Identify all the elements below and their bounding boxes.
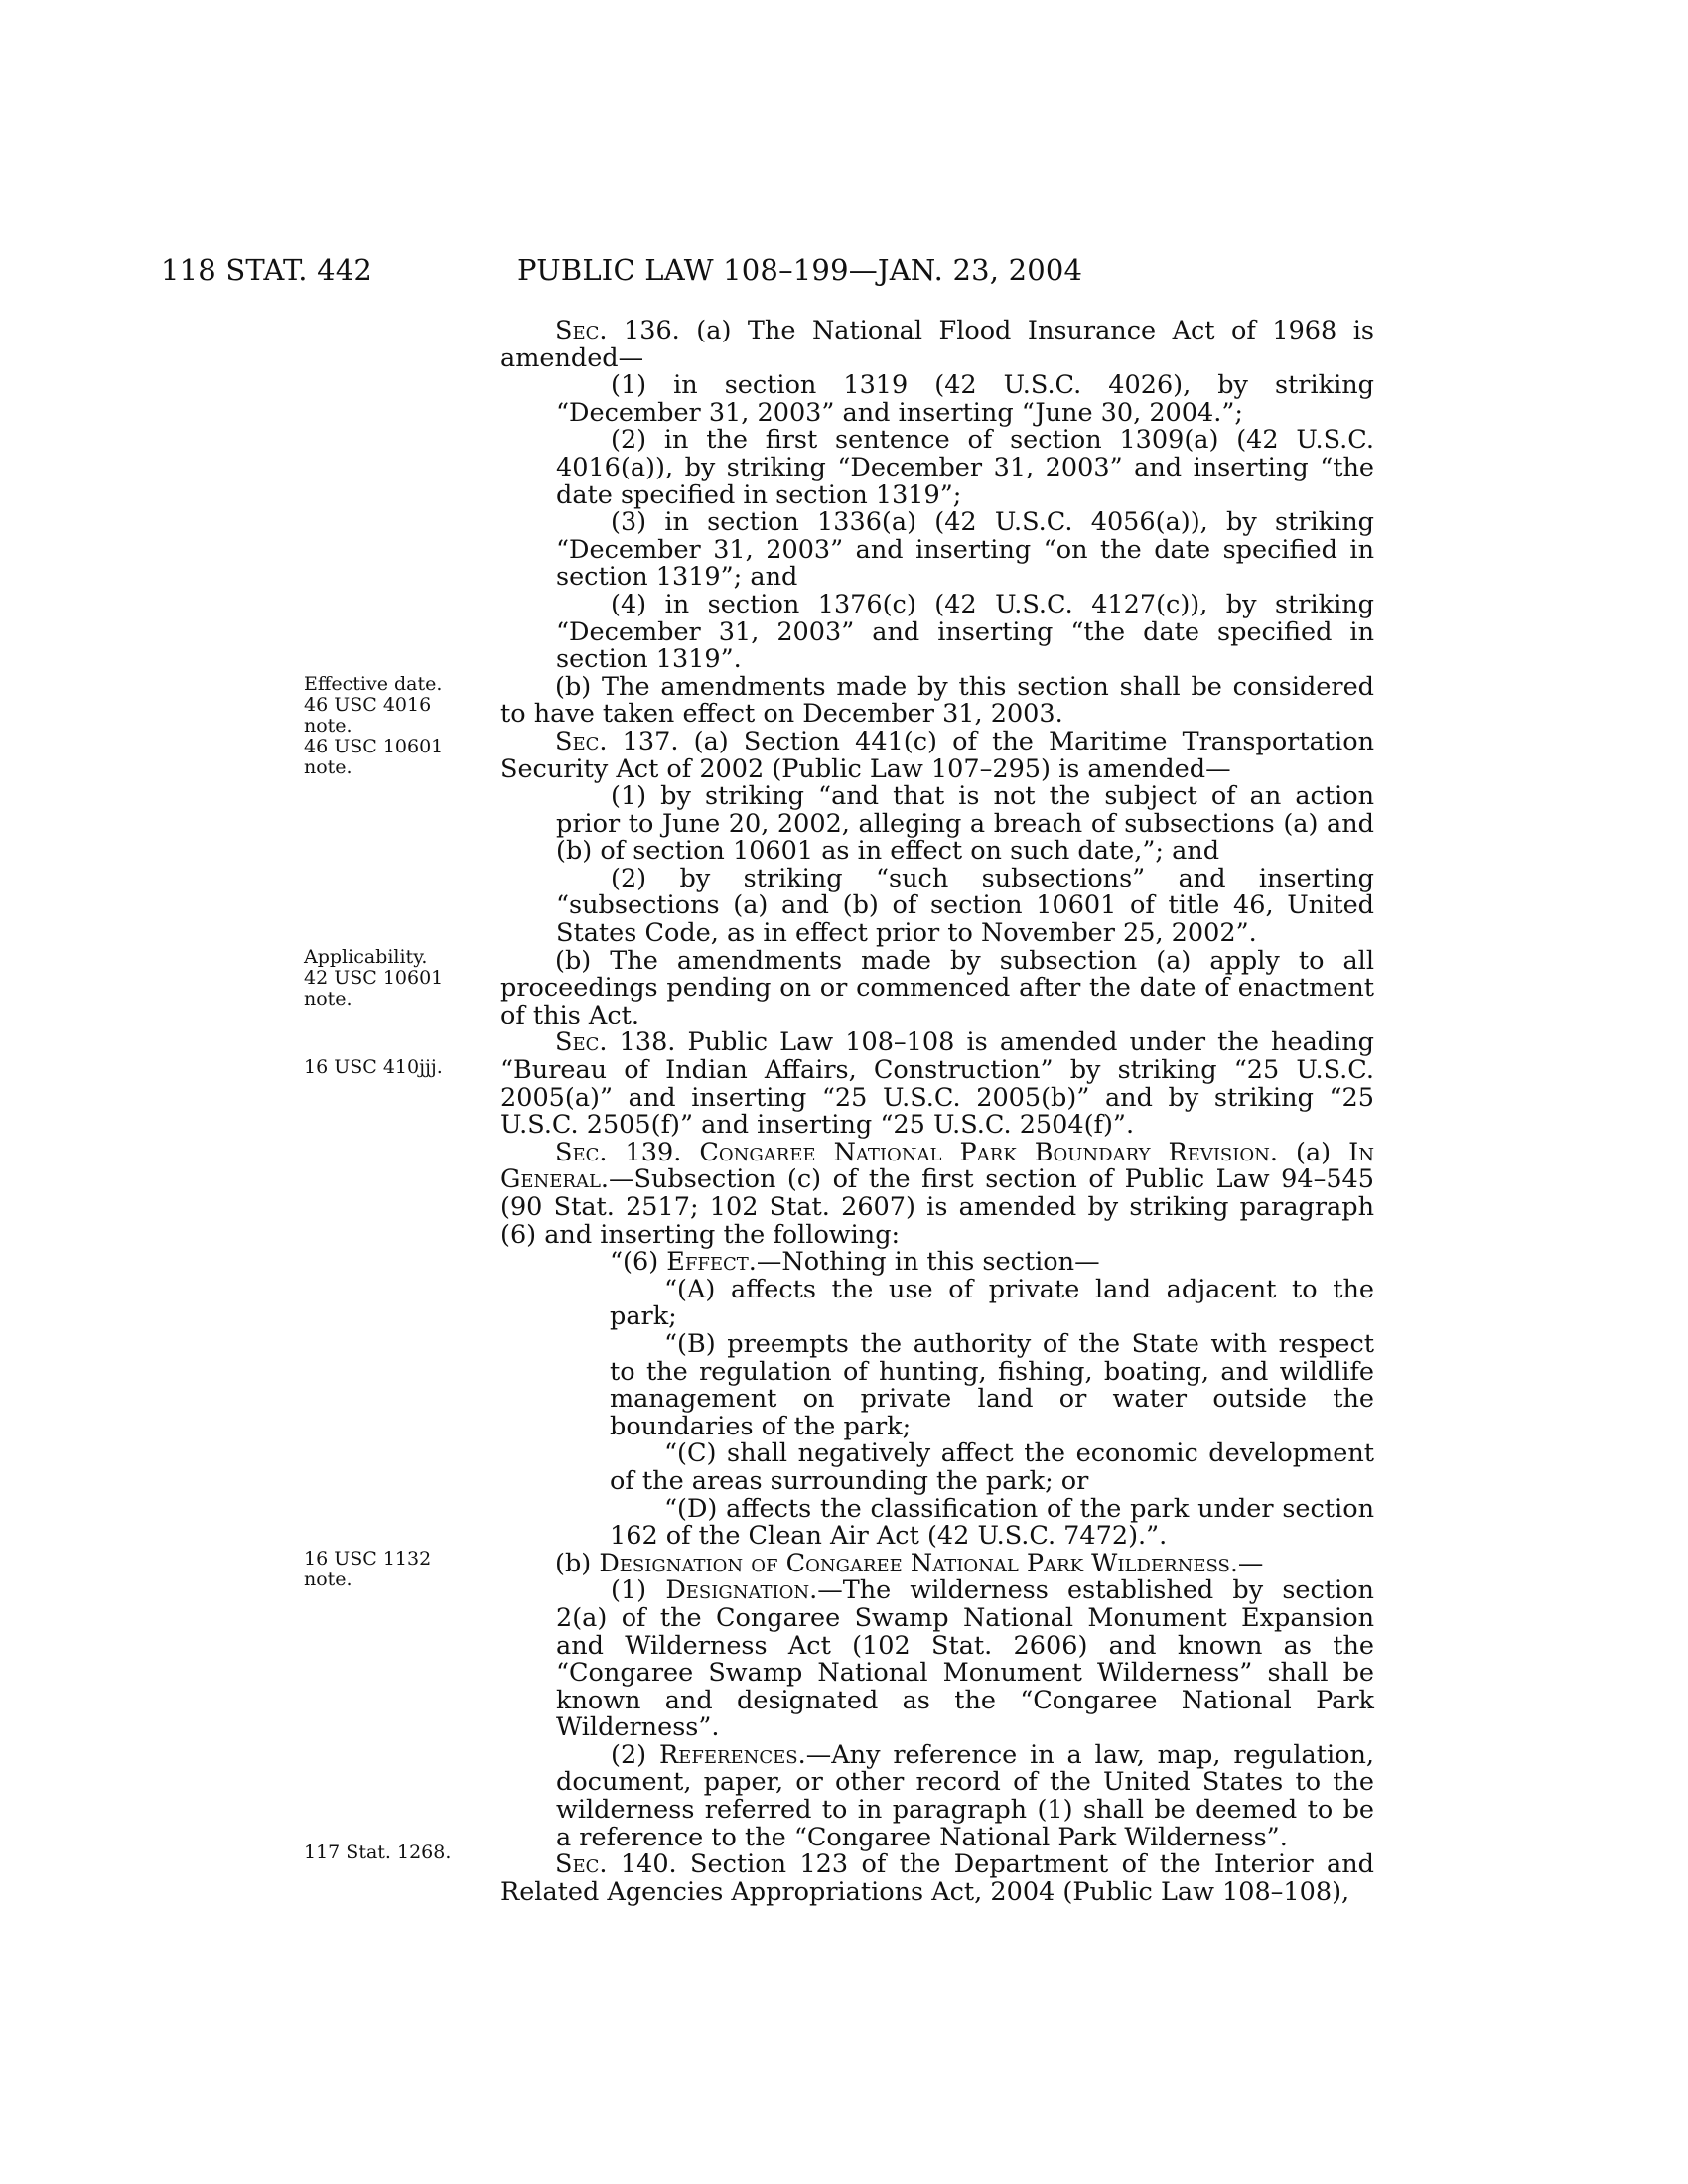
section-136-para-2: (2) in the first sentence of section 1309(a) (42 U.S.C. 4016(a)), by striking “December 31, 2003” and inserting “the date specified in section 1319”; bbox=[556, 425, 1374, 510]
statute-body bbox=[500, 318, 1374, 1906]
margin-note-117stat1268: 117 Stat. 1268. bbox=[304, 1842, 452, 1863]
section-136-subsection-b: (b) The amendments made by this section shall be considered to have taken effect on December 31, 2003. bbox=[500, 671, 1374, 730]
section-136-para-4: (4) in section 1376(c) (42 U.S.C. 4127(c)), by striking “December 31, 2003” and inserting “the date specified in section 1319”. bbox=[556, 589, 1374, 675]
margin-note-effective-date: Effective date. 46 USC 4016 note. 46 USC 10601 note. bbox=[304, 673, 444, 778]
margin-note-16usc1132: 16 USC 1132 note. bbox=[304, 1548, 432, 1590]
section-139-subsection-b: (b) Designation of Congaree National Park Wilderness.— bbox=[555, 1548, 1264, 1578]
section-139-clause-c: “(C) shall negatively affect the economic development of the areas surrounding the park; or bbox=[610, 1438, 1374, 1496]
section-136-para-1: (1) in section 1319 (42 U.S.C. 4026), by striking “December 31, 2003” and inserting “June 30, 2004.”; bbox=[556, 370, 1374, 428]
section-137-subsection-b: (b) The amendments made by subsection (a) apply to all proceedings pending on or commenced after the date of enactment of this Act. bbox=[500, 945, 1374, 1030]
section-139-b-para-1: (1) Designation.—The wilderness established by section 2(a) of the Congaree Swamp National Monument Expansion and Wilderness Act (102 Stat. 2606) and known as the “Congaree Swamp National Monument Wilderness” shall be known and designated as the “Congaree National Park Wilderness”. bbox=[556, 1575, 1374, 1743]
section-138: Sec. 138. Public Law 108–108 is amended under the heading “Bureau of Indian Affairs, Construction” by striking “25 U.S.C. 2005(a)” and inserting “25 U.S.C. 2005(b)” and by striking “25 U.S.C. 2505(f)” and inserting “25 U.S.C. 2504(f)”. bbox=[500, 1027, 1374, 1141]
page-stat-number: 118 STAT. 442 bbox=[161, 253, 373, 287]
section-136-para-3: (3) in section 1336(a) (42 U.S.C. 4056(a)), by striking “December 31, 2003” and inserting “on the date specified in section 1319”; and bbox=[556, 507, 1374, 593]
section-139-clause-a: “(A) affects the use of private land adjacent to the park; bbox=[610, 1274, 1374, 1332]
section-137-para-1: (1) by striking “and that is not the subject of an action prior to June 20, 2002, alleging a breach of subsections (a) and (b) of section 10601 as in effect on such date,”; and bbox=[556, 781, 1374, 867]
margin-note-16usc410jjj: 16 USC 410jjj. bbox=[304, 1056, 443, 1078]
section-137: Sec. 137. (a) Section 441(c) of the Maritime Transportation Security Act of 2002 (Public Law 107–295) is amended— bbox=[500, 726, 1374, 784]
section-139-para-6: “(6) Effect.—Nothing in this section— bbox=[610, 1247, 1100, 1278]
margin-note-applicability: Applicability. 42 USC 10601 note. bbox=[304, 946, 444, 1010]
section-137-para-2: (2) by striking “such subsections” and inserting “subsections (a) and (b) of section 10601 of title 46, United States Code, as in effect prior to November 25, 2002”. bbox=[556, 863, 1374, 949]
section-139-b-para-2: (2) References.—Any reference in a law, map, regulation, document, paper, or other record of the United States to the wilderness referred to in paragraph (1) shall be deemed to be a reference to the “Congaree National Park Wilderness”. bbox=[556, 1739, 1375, 1852]
page-title: PUBLIC LAW 108–199—JAN. 23, 2004 bbox=[517, 253, 1083, 287]
section-139-clause-d: “(D) affects the classification of the park under section 162 of the Clean Air Act (42 U.S.C. 7472).”. bbox=[610, 1493, 1374, 1552]
section-139-clause-b: “(B) preempts the authority of the State with respect to the regulation of hunting, fishing, boating, and wildlife management on private land or water outside the boundaries of the park; bbox=[610, 1328, 1374, 1441]
section-136: Sec. 136. (a) The National Flood Insurance Act of 1968 is amended— bbox=[500, 316, 1374, 373]
section-140: Sec. 140. Section 123 of the Department of the Interior and Related Agencies Appropriations Act, 2004 (Public Law 108–108), bbox=[500, 1849, 1374, 1907]
section-139: Sec. 139. Congaree National Park Boundary Revision. (a) In General.—Subsection (c) of the first section of Public Law 94–545 (90 Stat. 2517; 102 Stat. 2607) is amended by striking paragraph (6) and inserting the following: bbox=[500, 1137, 1374, 1250]
